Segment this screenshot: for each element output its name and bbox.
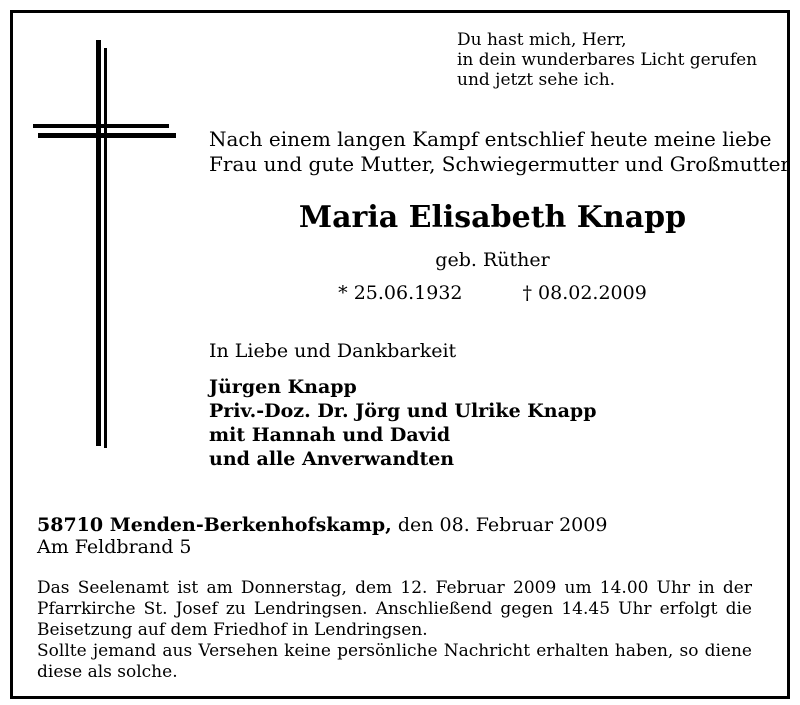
cross-vertical-bar-thin — [104, 48, 107, 448]
verse-line: und jetzt sehe ich. — [457, 70, 616, 90]
cross-vertical-bar — [96, 40, 101, 446]
thanks-line: In Liebe und Dankbarkeit — [209, 340, 457, 362]
life-dates — [209, 281, 776, 305]
service-details: Das Seelenamt ist am Donnerstag, dem 12. Februar 2009 um 14.00 Uhr in der Pfarrkirche St. Josef zu Lendringsen. Anschließend gegen 14.45 Uhr erfolgt die Beisetzung auf dem Friedhof in Lendringsen. — [37, 578, 752, 640]
cross-horizontal-bar-lower — [38, 133, 176, 138]
bible-verse — [457, 30, 757, 90]
mourner: mit Hannah und David — [209, 424, 451, 446]
intro-line: Nach einem langen Kampf entschlief heute meine liebe — [209, 127, 772, 151]
intro-text — [209, 127, 790, 177]
mourners-list — [209, 375, 596, 471]
personal-notice: Sollte jemand aus Versehen keine persönliche Nachricht erhalten haben, so diene diese als solche. — [37, 641, 752, 682]
mourner: und alle Anverwandten — [209, 448, 455, 470]
death-date: † 08.02.2009 — [522, 282, 647, 304]
deceased-name: Maria Elisabeth Knapp — [298, 200, 687, 235]
cross-horizontal-bar — [33, 124, 169, 128]
mourner: Jürgen Knapp — [209, 376, 357, 398]
maiden-name: geb. Rüther — [435, 249, 550, 271]
address-place: 58710 Menden-Berkenhofskamp, — [37, 514, 392, 536]
address-date: den 08. Februar 2009 — [391, 514, 608, 536]
birth-date: * 25.06.1932 — [338, 282, 463, 304]
intro-line: Frau und gute Mutter, Schwiegermutter und Großmutter — [209, 152, 790, 176]
verse-line: Du hast mich, Herr, — [457, 30, 627, 50]
address-street: Am Feldbrand 5 — [37, 536, 192, 558]
verse-line: in dein wunderbares Licht gerufen — [457, 50, 758, 70]
service-notice — [37, 578, 752, 683]
address-block — [37, 514, 607, 558]
mourner: Priv.-Doz. Dr. Jörg und Ulrike Knapp — [209, 400, 597, 422]
